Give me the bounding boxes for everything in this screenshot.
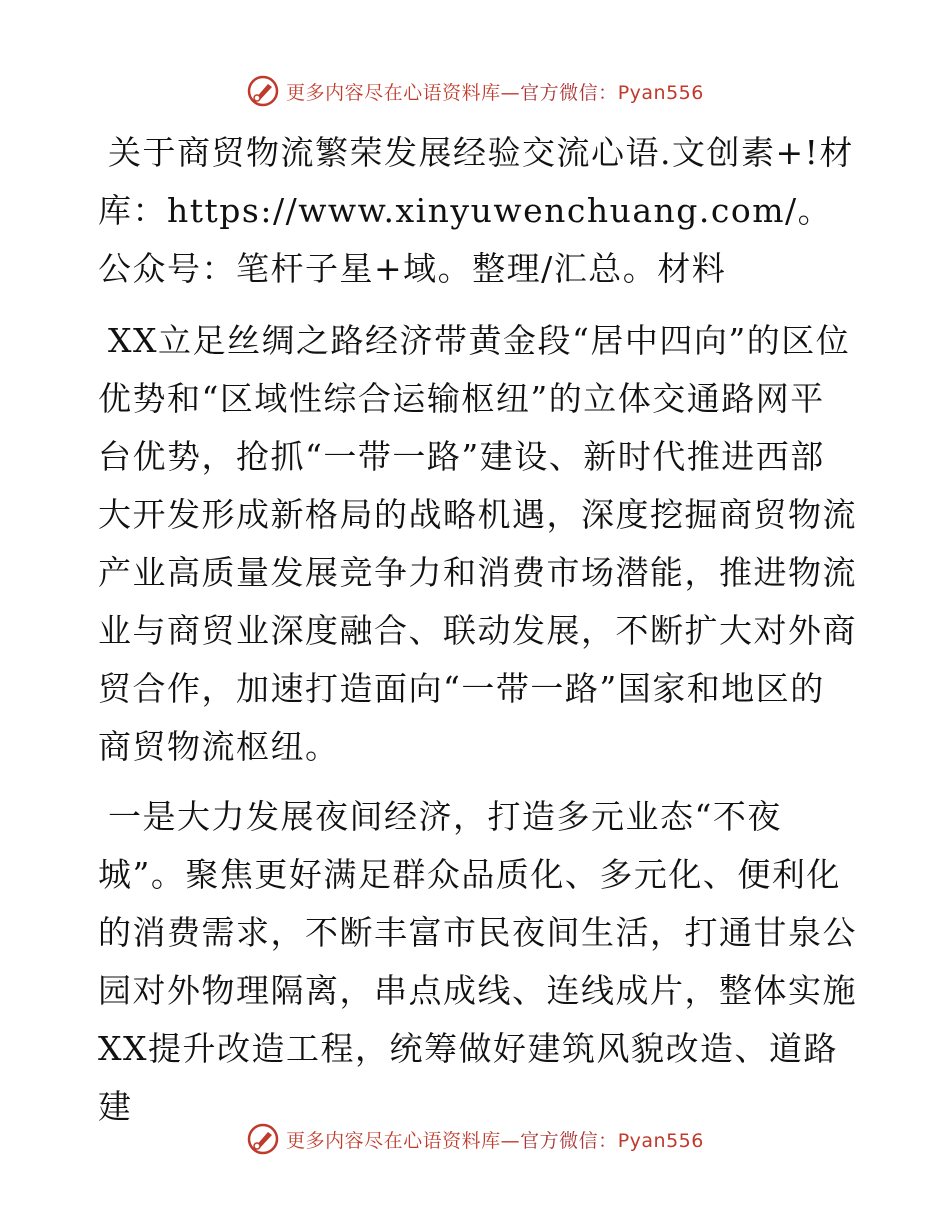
- watermark-banner-bottom: [0, 1119, 950, 1159]
- watermark-main: 更多内容尽在心语资料库: [286, 81, 501, 104]
- watermark-text: [286, 78, 704, 105]
- watermark-separator: —: [500, 1129, 521, 1152]
- watermark-main: 更多内容尽在心语资料库: [286, 1129, 501, 1152]
- watermark-official-label: 官方微信：: [520, 1129, 618, 1152]
- pen-logo-icon: [246, 74, 280, 108]
- pen-logo-icon: [246, 1122, 280, 1156]
- watermark-separator: —: [500, 81, 521, 104]
- body-paragraph-1: XX立足丝绸之路经济带黄金段“居中四向”的区位优势和“区域性综合运输枢纽”的立体交通路网平台优势，抢抓“一带一路”建设、新时代推进西部大开发形成新格局的战略机遇，深度挖掘商贸物流产业高质量发展竞争力和消费市场潜能，推进物流业与商贸业深度融合、联动发展，不断扩大对外商贸合作，加速打造面向“一带一路”国家和地区的商贸物流枢纽。: [98, 321, 857, 766]
- body-paragraph-2: 一是大力发展夜间经济，打造多元业态“不夜城”。聚焦更好满足群众品质化、多元化、便利化的消费需求，不断丰富市民夜间生活，打通甘泉公园对外物理隔离，串点成线、连线成片，整体实施XX提升改造工程，统筹做好建筑风貌改造、道路建: [98, 797, 857, 1126]
- watermark-official-label: 官方微信：: [520, 81, 618, 104]
- document-body: [98, 124, 858, 1148]
- watermark-text: [286, 1126, 704, 1153]
- watermark-wechat-id: Pyan556: [617, 1129, 704, 1152]
- watermark-banner-top: [0, 71, 950, 111]
- watermark-wechat-id: Pyan556: [617, 81, 704, 104]
- title-paragraph: 关于商贸物流繁荣发展经验交流心语.文创素+!材库：https://www.xinyuwenchuang.com/。公众号：笔杆子星+域。整理/汇总。材料: [98, 133, 854, 288]
